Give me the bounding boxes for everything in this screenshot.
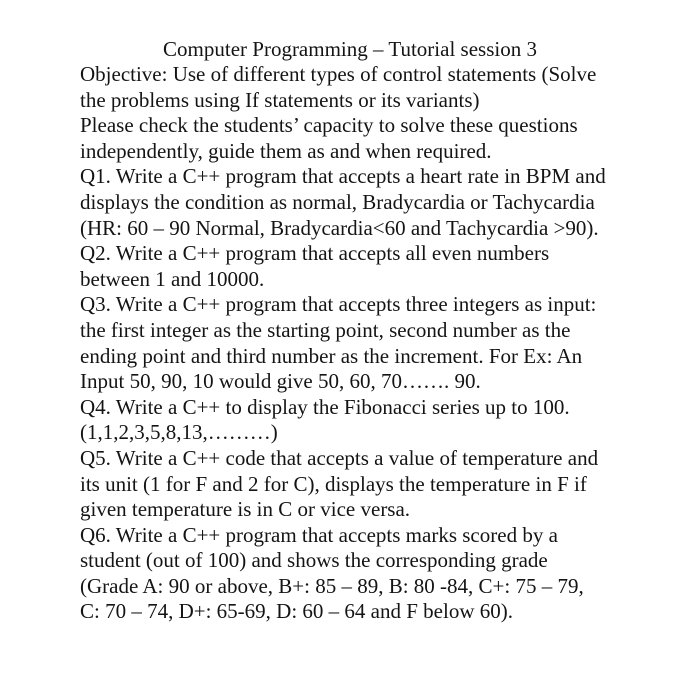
q6-line-1: Q6. Write a C++ program that accepts marks scored by a <box>80 522 558 547</box>
q1-line-3: (HR: 60 – 90 Normal, Bradycardia<60 and Tachycardia >90). <box>80 215 599 240</box>
q1-line-1: Q1. Write a C++ program that accepts a heart rate in BPM and <box>80 164 606 189</box>
q3-line-4: Input 50, 90, 10 would give 50, 60, 70……. 90. <box>80 369 481 394</box>
q6-line-2: student (out of 100) and shows the corresponding grade <box>80 548 548 573</box>
q3-line-3: ending point and third number as the increment. For Ex: An <box>80 343 583 368</box>
q3-line-1: Q3. Write a C++ program that accepts three integers as input: <box>80 292 597 317</box>
q2-line-2: between 1 and 10000. <box>80 266 265 291</box>
q6-line-3: (Grade A: 90 or above, B+: 85 – 89, B: 80 -84, C+: 75 – 79, <box>80 573 584 598</box>
q4-line-1: Q4. Write a C++ to display the Fibonacci series up to 100. <box>80 394 570 419</box>
objective-line-2: the problems using If statements or its variants) <box>80 87 480 112</box>
q3-line-2: the first integer as the starting point, second number as the <box>80 317 571 342</box>
q2-line-1: Q2. Write a C++ program that accepts all even numbers <box>80 241 550 266</box>
q6-line-4: C: 70 – 74, D+: 65-69, D: 60 – 64 and F below 60). <box>80 599 513 624</box>
document-title: Computer Programming – Tutorial session 3 <box>163 37 537 61</box>
q4-line-2: (1,1,2,3,5,8,13,………) <box>80 420 278 445</box>
q5-line-1: Q5. Write a C++ code that accepts a value of temperature and <box>80 445 599 470</box>
q5-line-3: given temperature is in C or vice versa. <box>80 497 411 522</box>
instruction-line-2: independently, guide them as and when required. <box>80 138 492 163</box>
objective-line-1: Objective: Use of different types of control statements (Solve <box>80 62 597 86</box>
document-body <box>80 62 680 625</box>
q1-line-2: displays the condition as normal, Bradycardia or Tachycardia <box>80 189 595 214</box>
q5-line-2: its unit (1 for F and 2 for C), displays the temperature in F if <box>80 471 587 496</box>
instruction-line-1: Please check the students’ capacity to solve these questions <box>80 113 578 138</box>
